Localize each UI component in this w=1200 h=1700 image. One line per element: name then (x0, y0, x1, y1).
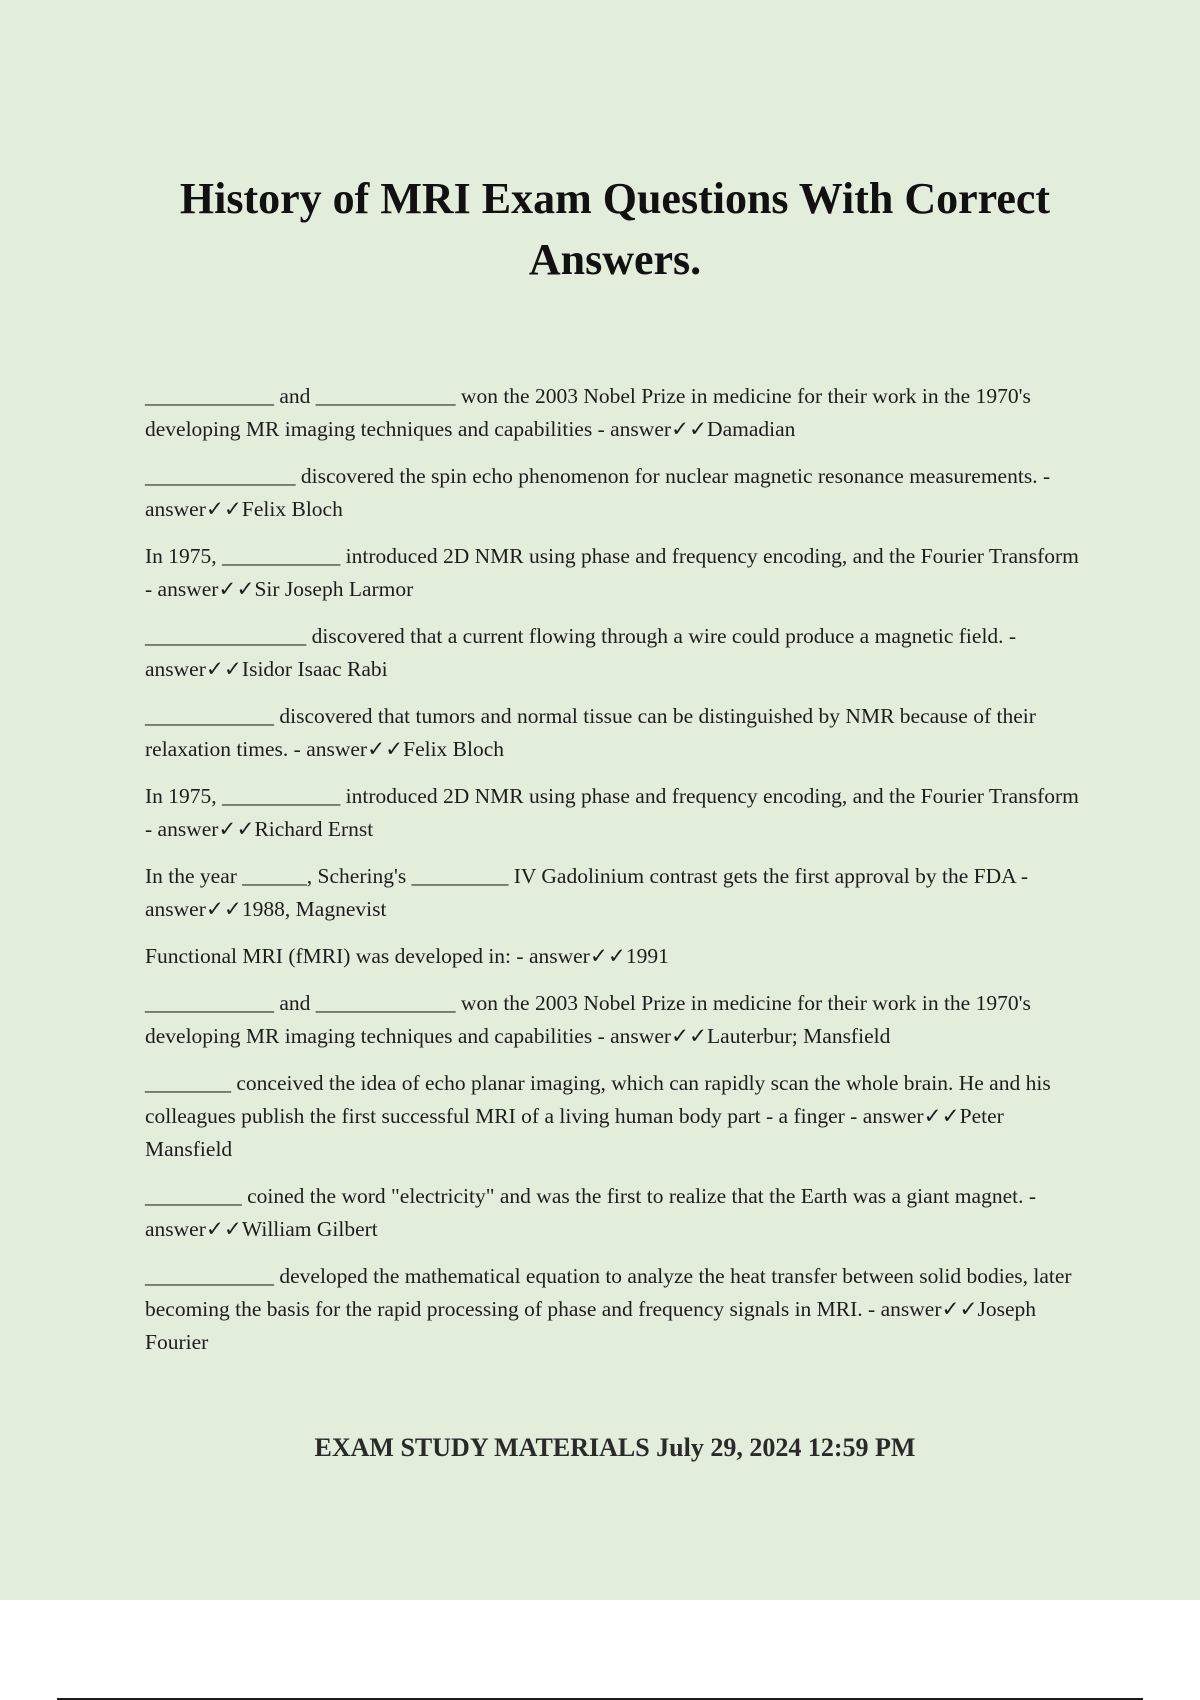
question-item: In the year ______, Schering's _________ IV Gadolinium contrast gets the first approval by the FDA - answer✓✓1988, Magnevist (145, 864, 1029, 921)
footer-text: EXAM STUDY MATERIALS July 29, 2024 12:59 PM (314, 1433, 916, 1462)
question-item: ________ conceived the idea of echo planar imaging, which can rapidly scan the whole brain. He and his colleagues publish the first successful MRI of a living human body part - a finger - answer✓✓Peter Mansfield (145, 1071, 1051, 1161)
question-item: ____________ and _____________ won the 2003 Nobel Prize in medicine for their work in the 1970's developing MR imaging techniques and capabilities - answer✓✓Damadian (145, 384, 1031, 441)
question-item: ____________ and _____________ won the 2003 Nobel Prize in medicine for their work in the 1970's developing MR imaging techniques and capabilities - answer✓✓Lauterbur; Mansfield (145, 991, 1031, 1048)
question-item: In 1975, ___________ introduced 2D NMR using phase and frequency encoding, and the Fourier Transform - answer✓✓Sir Joseph Larmor (145, 544, 1079, 601)
question-item: ____________ discovered that tumors and normal tissue can be distinguished by NMR because of their relaxation times. - answer✓✓Felix Bloch (145, 704, 1036, 761)
document-title: History of MRI Exam Questions With Correct Answers. (179, 174, 1051, 284)
question-item: In 1975, ___________ introduced 2D NMR using phase and frequency encoding, and the Fourier Transform - answer✓✓Richard Ernst (145, 784, 1079, 841)
question-item: ____________ developed the mathematical equation to analyze the heat transfer between solid bodies, later becoming the basis for the rapid processing of phase and frequency signals in MRI. - answer✓✓Joseph Fourier (145, 1264, 1072, 1354)
question-item: _______________ discovered that a current flowing through a wire could produce a magnetic field. - answer✓✓Isidor Isaac Rabi (145, 624, 1017, 681)
question-list (145, 380, 1080, 1373)
question-item: Functional MRI (fMRI) was developed in: - answer✓✓1991 (145, 944, 669, 968)
question-item: ______________ discovered the spin echo phenomenon for nuclear magnetic resonance measurements. - answer✓✓Felix Bloch (145, 464, 1051, 521)
question-item: _________ coined the word "electricity" and was the first to realize that the Earth was a giant magnet. - answer✓✓William Gilbert (145, 1184, 1036, 1241)
